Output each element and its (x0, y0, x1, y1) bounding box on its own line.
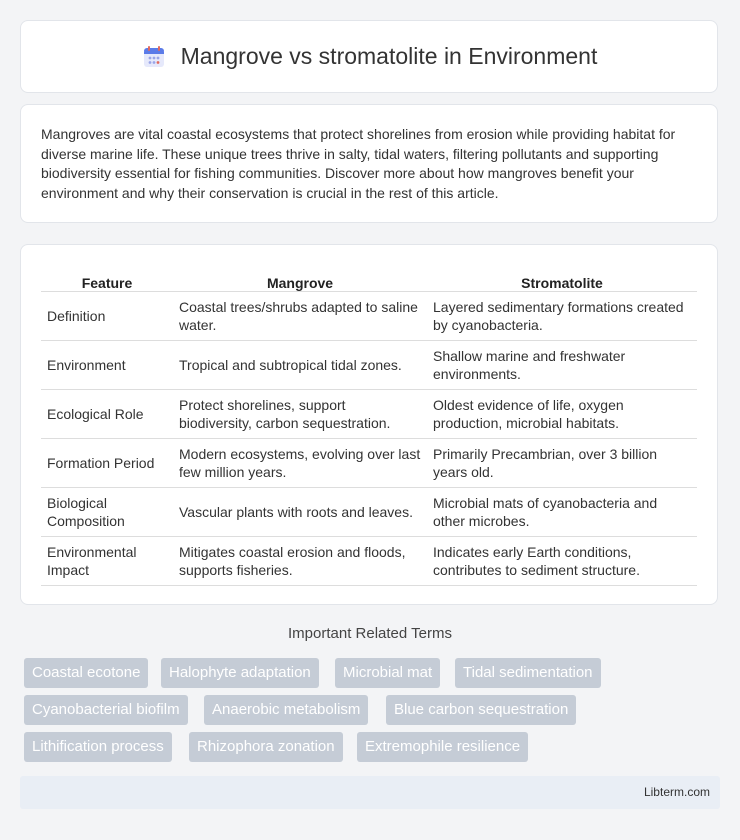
cell-mangrove: Tropical and subtropical tidal zones. (173, 341, 427, 390)
table-row (41, 390, 697, 439)
cell-stromatolite: Microbial mats of cyanobacteria and other microbes. (427, 488, 697, 537)
cell-stromatolite: Layered sedimentary formations created by cyanobacteria. (427, 292, 697, 341)
cell-mangrove: Mitigates coastal erosion and floods, supports fisheries. (173, 537, 427, 586)
table-row (41, 292, 697, 341)
table-header-row (41, 263, 697, 292)
cell-stromatolite: Primarily Precambrian, over 3 billion years old. (427, 439, 697, 488)
header-feature: Feature (41, 263, 173, 292)
footer-site-link[interactable]: Libterm.com (643, 785, 710, 799)
cell-mangrove: Coastal trees/shrubs adapted to saline water. (173, 292, 427, 341)
intro-text: Mangroves are vital coastal ecosystems that protect shorelines from erosion while providing habitat for diverse marine life. These unique trees thrive in salty, tidal waters, filtering pollutants and supporting biodiversity essential for fishing communities. Discover more about how mangroves benefit your environment and why their conservation is crucial in the rest of this article. (41, 126, 676, 201)
term-chip[interactable]: Anaerobic metabolism (204, 695, 368, 725)
related-terms-title: Important Related Terms (288, 625, 452, 642)
intro-card (20, 104, 718, 223)
comparison-table (41, 263, 697, 586)
table-row (41, 439, 697, 488)
cell-stromatolite: Oldest evidence of life, oxygen production, microbial habitats. (427, 390, 697, 439)
calendar-icon (141, 44, 167, 70)
term-chip[interactable]: Lithification process (24, 732, 172, 762)
header-stromatolite: Stromatolite (427, 263, 697, 292)
cell-feature: Formation Period (41, 439, 173, 488)
cell-feature: Biological Composition (41, 488, 173, 537)
term-chip[interactable]: Coastal ecotone (24, 658, 148, 688)
table-row (41, 341, 697, 390)
table-row (41, 488, 697, 537)
cell-feature: Definition (41, 292, 173, 341)
comparison-card (20, 244, 718, 605)
page-title: Mangrove vs stromatolite in Environment (180, 43, 598, 69)
cell-mangrove: Modern ecosystems, evolving over last few million years. (173, 439, 427, 488)
term-chip[interactable]: Blue carbon sequestration (386, 695, 576, 725)
header-card (20, 20, 718, 93)
cell-feature: Environmental Impact (41, 537, 173, 586)
term-chip[interactable]: Rhizophora zonation (189, 732, 343, 762)
cell-stromatolite: Indicates early Earth conditions, contributes to sediment structure. (427, 537, 697, 586)
cell-feature: Ecological Role (41, 390, 173, 439)
footer (20, 776, 720, 809)
cell-mangrove: Protect shorelines, support biodiversity, carbon sequestration. (173, 390, 427, 439)
header-mangrove: Mangrove (173, 263, 427, 292)
table-row (41, 537, 697, 586)
term-chip[interactable]: Extremophile resilience (357, 732, 528, 762)
cell-stromatolite: Shallow marine and freshwater environments. (427, 341, 697, 390)
cell-feature: Environment (41, 341, 173, 390)
cell-mangrove: Vascular plants with roots and leaves. (173, 488, 427, 537)
term-chip[interactable]: Halophyte adaptation (161, 658, 319, 688)
term-chip[interactable]: Tidal sedimentation (455, 658, 601, 688)
term-chip[interactable]: Microbial mat (335, 658, 440, 688)
term-chip[interactable]: Cyanobacterial biofilm (24, 695, 188, 725)
